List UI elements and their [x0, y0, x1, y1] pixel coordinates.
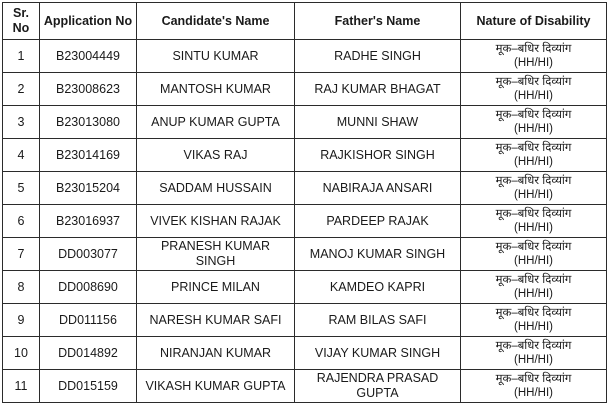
candidate-name-cell: SINTU KUMAR — [137, 40, 295, 73]
candidate-name-cell: NIRANJAN KUMAR — [137, 337, 295, 370]
disability-cell — [461, 304, 607, 337]
disability-code: (HH/HI) — [514, 288, 553, 300]
sr-no-cell: 9 — [3, 304, 40, 337]
disability-text: मूक–बधिर दिव्यांग — [495, 241, 572, 253]
father-name-cell: NABIRAJA ANSARI — [295, 172, 461, 205]
header-sr-no: Sr. No — [3, 3, 40, 40]
candidate-name-cell: VIKASH KUMAR GUPTA — [137, 370, 295, 403]
candidate-name-cell: PRANESH KUMAR SINGH — [137, 238, 295, 271]
disability-code: (HH/HI) — [514, 321, 553, 333]
table-row — [3, 205, 607, 238]
disability-code: (HH/HI) — [514, 123, 553, 135]
disability-cell — [461, 106, 607, 139]
father-name-cell: PARDEEP RAJAK — [295, 205, 461, 238]
application-no-cell: B23004449 — [40, 40, 137, 73]
table-row — [3, 271, 607, 304]
header-nature-of-disability: Nature of Disability — [461, 3, 607, 40]
table-row — [3, 73, 607, 106]
disability-code: (HH/HI) — [514, 222, 553, 234]
father-name-cell: RAM BILAS SAFI — [295, 304, 461, 337]
sr-no-cell: 5 — [3, 172, 40, 205]
sr-no-cell: 7 — [3, 238, 40, 271]
candidate-name-cell: SADDAM HUSSAIN — [137, 172, 295, 205]
disability-cell — [461, 271, 607, 304]
disability-text: मूक–बधिर दिव्यांग — [495, 76, 572, 88]
application-no-cell: B23013080 — [40, 106, 137, 139]
sr-no-cell: 10 — [3, 337, 40, 370]
disability-text: मूक–बधिर दिव्यांग — [495, 340, 572, 352]
disability-cell — [461, 205, 607, 238]
header-father-name: Father's Name — [295, 3, 461, 40]
application-no-cell: B23016937 — [40, 205, 137, 238]
header-candidate-name: Candidate's Name — [137, 3, 295, 40]
disability-code: (HH/HI) — [514, 57, 553, 69]
results-table — [2, 2, 607, 403]
application-no-cell: DD008690 — [40, 271, 137, 304]
table-row — [3, 304, 607, 337]
sr-no-cell: 1 — [3, 40, 40, 73]
table-row — [3, 139, 607, 172]
application-no-cell: B23015204 — [40, 172, 137, 205]
candidate-name-cell: NARESH KUMAR SAFI — [137, 304, 295, 337]
sr-no-cell: 3 — [3, 106, 40, 139]
table-row — [3, 172, 607, 205]
father-name-cell: RADHE SINGH — [295, 40, 461, 73]
disability-text: मूक–बधिर दिव्यांग — [495, 142, 572, 154]
application-no-cell: DD003077 — [40, 238, 137, 271]
disability-text: मूक–बधिर दिव्यांग — [495, 208, 572, 220]
header-application-no: Application No — [40, 3, 137, 40]
disability-cell — [461, 139, 607, 172]
candidate-name-cell: PRINCE MILAN — [137, 271, 295, 304]
disability-code: (HH/HI) — [514, 90, 553, 102]
candidate-name-cell: VIKAS RAJ — [137, 139, 295, 172]
father-name-cell: MUNNI SHAW — [295, 106, 461, 139]
father-name-cell: KAMDEO KAPRI — [295, 271, 461, 304]
header-row — [3, 3, 607, 40]
disability-text: मूक–बधिर दिव्यांग — [495, 274, 572, 286]
application-no-cell: B23008623 — [40, 73, 137, 106]
father-name-cell: RAJENDRA PRASAD GUPTA — [295, 370, 461, 403]
candidate-name-cell: MANTOSH KUMAR — [137, 73, 295, 106]
disability-cell — [461, 238, 607, 271]
sr-no-cell: 6 — [3, 205, 40, 238]
disability-cell — [461, 337, 607, 370]
disability-cell — [461, 370, 607, 403]
disability-text: मूक–बधिर दिव्यांग — [495, 175, 572, 187]
disability-code: (HH/HI) — [514, 156, 553, 168]
disability-code: (HH/HI) — [514, 189, 553, 201]
candidate-name-cell: VIVEK KISHAN RAJAK — [137, 205, 295, 238]
disability-code: (HH/HI) — [514, 255, 553, 267]
disability-cell — [461, 172, 607, 205]
table-body — [3, 40, 607, 403]
table-row — [3, 40, 607, 73]
disability-code: (HH/HI) — [514, 354, 553, 366]
table-row — [3, 106, 607, 139]
disability-cell — [461, 73, 607, 106]
disability-text: मूक–बधिर दिव्यांग — [495, 109, 572, 121]
sr-no-cell: 2 — [3, 73, 40, 106]
disability-cell — [461, 40, 607, 73]
sr-no-cell: 8 — [3, 271, 40, 304]
disability-code: (HH/HI) — [514, 387, 553, 399]
sr-no-cell: 11 — [3, 370, 40, 403]
application-no-cell: DD014892 — [40, 337, 137, 370]
table-row — [3, 238, 607, 271]
application-no-cell: DD015159 — [40, 370, 137, 403]
disability-text: मूक–बधिर दिव्यांग — [495, 307, 572, 319]
father-name-cell: RAJKISHOR SINGH — [295, 139, 461, 172]
application-no-cell: B23014169 — [40, 139, 137, 172]
candidate-name-cell: ANUP KUMAR GUPTA — [137, 106, 295, 139]
disability-text: मूक–बधिर दिव्यांग — [495, 43, 572, 55]
father-name-cell: VIJAY KUMAR SINGH — [295, 337, 461, 370]
table-row — [3, 370, 607, 403]
table-row — [3, 337, 607, 370]
application-no-cell: DD011156 — [40, 304, 137, 337]
father-name-cell: MANOJ KUMAR SINGH — [295, 238, 461, 271]
disability-text: मूक–बधिर दिव्यांग — [495, 373, 572, 385]
sr-no-cell: 4 — [3, 139, 40, 172]
father-name-cell: RAJ KUMAR BHAGAT — [295, 73, 461, 106]
